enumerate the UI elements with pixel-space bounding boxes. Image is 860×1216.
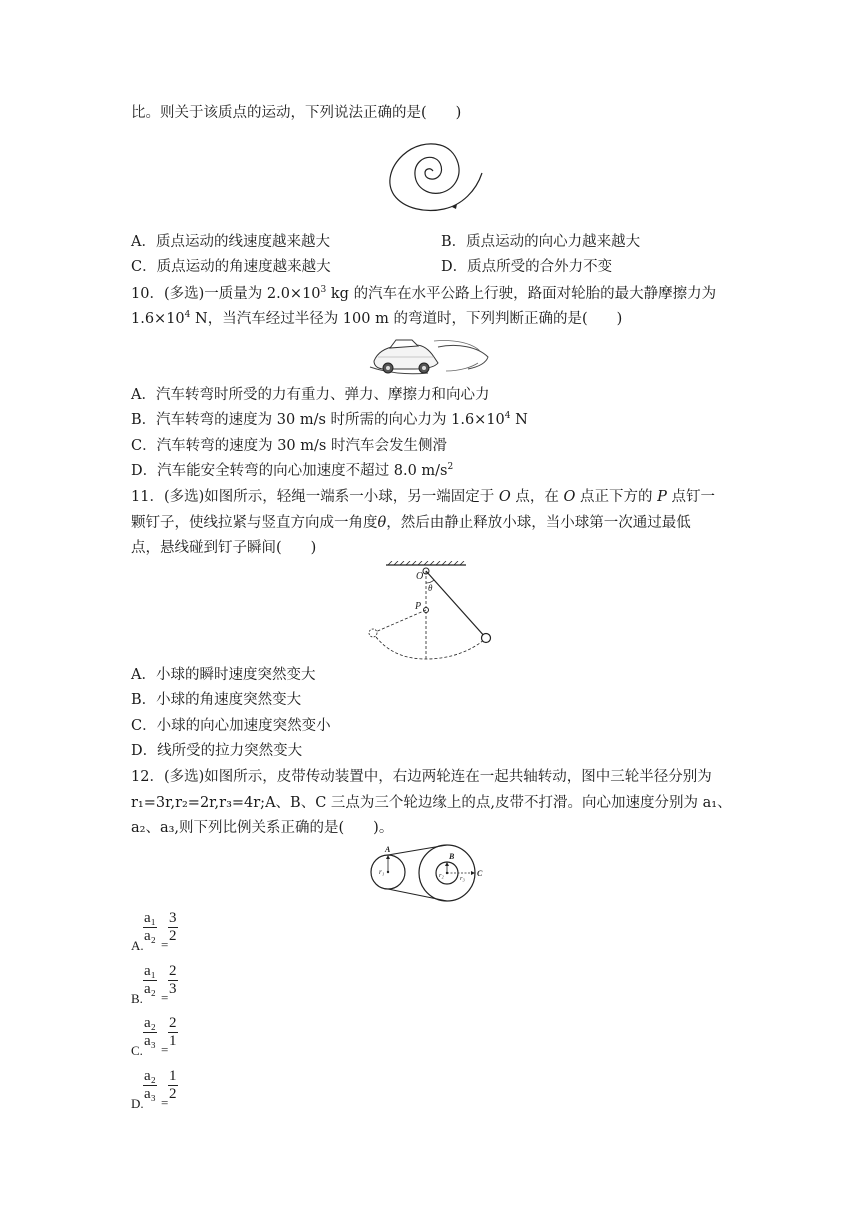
q12-stem-line3: a₂、a₃,则下列比例关系正确的是( )。 <box>131 820 394 836</box>
belt-drive-figure <box>368 842 492 904</box>
q12-b-rden: 3 <box>169 981 177 997</box>
q12-stem-line2: r₁=3r,r₂=2r,r₃=4r;A、B、C 三点为三个轮边缘上的点,皮带不打滑。向心加速度分别为 a₁、 <box>131 795 732 811</box>
q10-option-d <box>131 461 453 481</box>
pendulum-figure <box>362 561 500 663</box>
q12-b-num: a₁ <box>144 963 156 979</box>
belt-label-c: C <box>477 869 483 878</box>
q9-option-a: A．质点运动的线速度越来越大 <box>131 234 330 250</box>
q11-option-d: D．线所受的拉力突然变大 <box>131 743 303 759</box>
q10-option-d-exp: 2 <box>447 462 454 473</box>
belt-label-r3: r₃ <box>460 875 465 882</box>
q12-b-left-fraction <box>143 963 157 998</box>
q9-option-d: D．质点所受的合外力不变 <box>441 259 613 275</box>
q11-var-theta: θ <box>377 515 387 531</box>
q10-line1-tail: kg 的汽车在水平公路上行驶，路面对轮胎的最大静摩擦力为 <box>326 286 717 302</box>
belt-label-b: B <box>449 852 455 861</box>
pendulum-label-theta: θ <box>428 583 433 593</box>
q12-stem-line1: 12．(多选)如图所示，皮带传动装置中，右边两轮连在一起共轴转动，图中三轮半径分别为 <box>131 769 712 785</box>
q12-b-eq: = <box>161 990 169 1005</box>
q11-stem-line2 <box>131 513 691 533</box>
q12-a-rnum: 3 <box>169 910 177 926</box>
q12-c-rden: 1 <box>169 1033 177 1049</box>
q10-line1-exp: 3 <box>320 285 327 296</box>
q12-c-num: a₂ <box>144 1015 156 1031</box>
q10-option-a: A．汽车转弯时所受的力有重力、弹力、摩擦力和向心力 <box>131 387 490 403</box>
q11-stem-line1 <box>131 487 715 507</box>
q10-option-b-tail: N <box>510 412 528 428</box>
q12-b-right-fraction <box>168 963 178 998</box>
q11-text-1d: 点钉一 <box>666 489 715 505</box>
q12-c-rnum: 2 <box>169 1015 177 1031</box>
pendulum-label-p: P <box>415 601 422 612</box>
q10-option-d-text: D．汽车能安全转弯的向心加速度不超过 8.0 m/s <box>131 463 448 479</box>
q10-line2-text: 1.6×10 <box>131 311 185 327</box>
q12-a-label: A. <box>131 938 144 953</box>
q12-b-den: a₂ <box>144 981 156 997</box>
q12-a-right-fraction <box>168 910 178 945</box>
q10-stem-line2 <box>131 309 622 329</box>
q12-c-label: C. <box>131 1043 143 1058</box>
q10-option-c: C．汽车转弯的速度为 30 m/s 时汽车会发生侧滑 <box>131 438 447 454</box>
q11-var-p: P <box>657 489 667 505</box>
q12-d-label: D. <box>131 1096 144 1111</box>
q11-option-c: C．小球的向心加速度突然变小 <box>131 718 331 734</box>
q11-var-o2: O <box>563 489 576 505</box>
q10-line1-text: 10．(多选)一质量为 2.0×10 <box>131 286 321 302</box>
q12-d-den: a₃ <box>144 1086 156 1102</box>
q11-option-b: B．小球的角速度突然变大 <box>131 692 302 708</box>
q10-option-b-text: B．汽车转弯的速度为 30 m/s 时所需的向心力为 1.6×10 <box>131 412 505 428</box>
pendulum-label-o: O <box>416 571 424 582</box>
spiral-figure <box>378 133 488 215</box>
q11-option-a: A．小球的瞬时速度突然变大 <box>131 667 316 683</box>
q12-c-left-fraction <box>143 1015 157 1050</box>
q10-stem-line1 <box>131 284 716 304</box>
q12-d-rnum: 1 <box>169 1068 177 1084</box>
q11-text-2a: 颗钉子，使线拉紧与竖直方向成一角度 <box>131 515 378 531</box>
q12-b-rnum: 2 <box>169 963 177 979</box>
q11-text-1c: 点正下方的 <box>575 489 658 505</box>
q12-d-rden: 2 <box>169 1086 177 1102</box>
belt-label-r2: r₂ <box>439 872 444 879</box>
q10-line2-exp: 4 <box>184 310 191 321</box>
q12-a-num: a₁ <box>144 910 156 926</box>
q10-option-b-exp: 4 <box>504 411 511 422</box>
q12-d-right-fraction <box>168 1068 178 1103</box>
belt-label-r1: r₁ <box>379 868 385 876</box>
q11-text-1b: 点，在 <box>510 489 564 505</box>
q11-stem-line3: 点，悬线碰到钉子瞬间( ) <box>131 540 317 556</box>
q10-option-b <box>131 410 528 430</box>
q11-text-1a: 11．(多选)如图所示，轻绳一端系一小球，另一端固定于 <box>131 489 499 505</box>
q12-c-den: a₃ <box>144 1033 156 1049</box>
belt-label-a: A <box>385 845 391 854</box>
q9-option-c: C．质点运动的角速度越来越大 <box>131 259 331 275</box>
car-figure <box>368 337 492 377</box>
q9-option-b: B．质点运动的向心力越来越大 <box>441 234 641 250</box>
q10-line2-tail: N，当汽车经过半径为 100 m 的弯道时，下列判断正确的是( ) <box>190 311 623 327</box>
q12-c-eq: = <box>161 1042 169 1057</box>
q11-var-o: O <box>498 489 511 505</box>
q12-a-eq: = <box>161 937 169 952</box>
q9-stem-tail: 比。则关于该质点的运动，下列说法正确的是( ) <box>131 105 462 121</box>
q12-a-den: a₂ <box>144 928 156 944</box>
q11-text-2b: ，然后由静止释放小球，当小球第一次通过最低 <box>386 515 691 531</box>
q12-d-eq: = <box>161 1095 169 1110</box>
q12-c-right-fraction <box>168 1015 178 1050</box>
q12-a-left-fraction <box>143 910 157 945</box>
q12-b-label: B. <box>131 991 143 1006</box>
q12-d-num: a₂ <box>144 1068 156 1084</box>
q12-a-rden: 2 <box>169 928 177 944</box>
q12-d-left-fraction <box>143 1068 157 1103</box>
